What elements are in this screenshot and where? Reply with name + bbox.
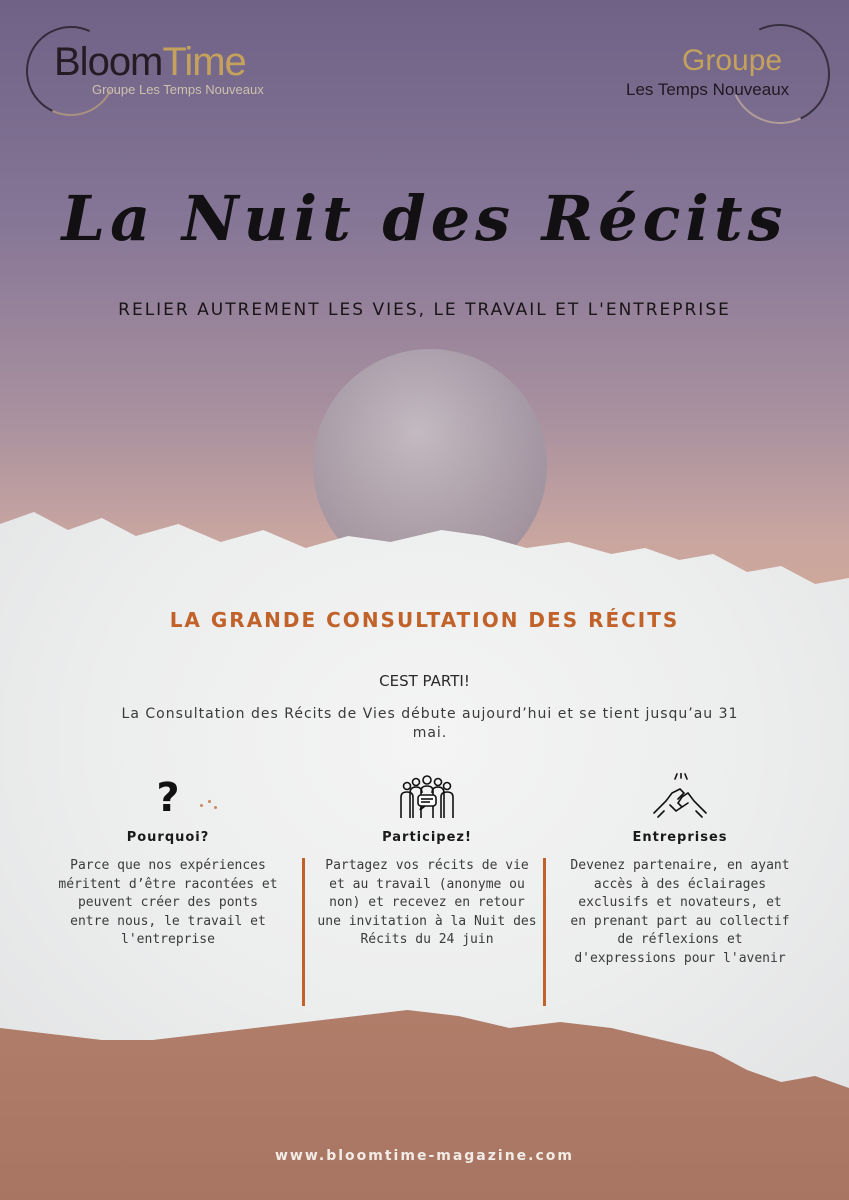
column-heading: Participez! [382, 830, 472, 845]
column-body: Partagez vos récits de vie et au travail (anonyme ou non) et recevez en retour une invitation à la Nuit des Récits du 24 juin [317, 858, 537, 947]
groupe-logo-subtitle: Les Temps Nouveaux [626, 80, 790, 99]
column-pourquoi [58, 772, 278, 950]
column-heading: Entreprises [632, 830, 728, 845]
consultation-intro: La Consultation des Récits de Vies débute aujourd’hui et se tient jusqu’au 31 mai. [121, 706, 739, 741]
column-heading: Pourquoi? [126, 830, 210, 845]
logo-subtitle: Groupe Les Temps Nouveaux [92, 82, 264, 97]
consultation-title: LA GRANDE CONSULTATION DES RÉCITS [169, 608, 680, 632]
groupe-logo [620, 22, 830, 122]
bloomtime-logo [24, 22, 274, 112]
column-divider [302, 858, 305, 1006]
group-chat-icon [317, 772, 537, 824]
website-url[interactable]: www.bloomtime-magazine.com [275, 1148, 574, 1164]
logo-name-part2: Time [162, 40, 246, 84]
announcement: CEST PARTI! [379, 672, 470, 690]
column-body: Devenez partenaire, en ayant accès à des éclairages exclusifs et novateurs, et en prenant part au collectif de réflexions et d'expressions pour l'avenir [570, 858, 790, 966]
column-participez [317, 772, 537, 950]
groupe-logo-name: Groupe [682, 44, 783, 77]
logo-name-part1: Bloom [54, 40, 163, 84]
column-divider [543, 858, 546, 1006]
column-entreprises [570, 772, 790, 968]
handshake-icon [570, 772, 790, 824]
logo-name [54, 40, 246, 85]
page-subtitle: RELIER AUTREMENT LES VIES, LE TRAVAIL ET L'ENTREPRISE [118, 300, 731, 320]
question-mark-icon: ? [156, 775, 180, 821]
column-body: Parce que nos expériences méritent d’être racontées et peuvent créer des ponts entre nous, le travail et l'entreprise [58, 858, 278, 947]
page-title: La Nuit des Récits [61, 182, 788, 255]
